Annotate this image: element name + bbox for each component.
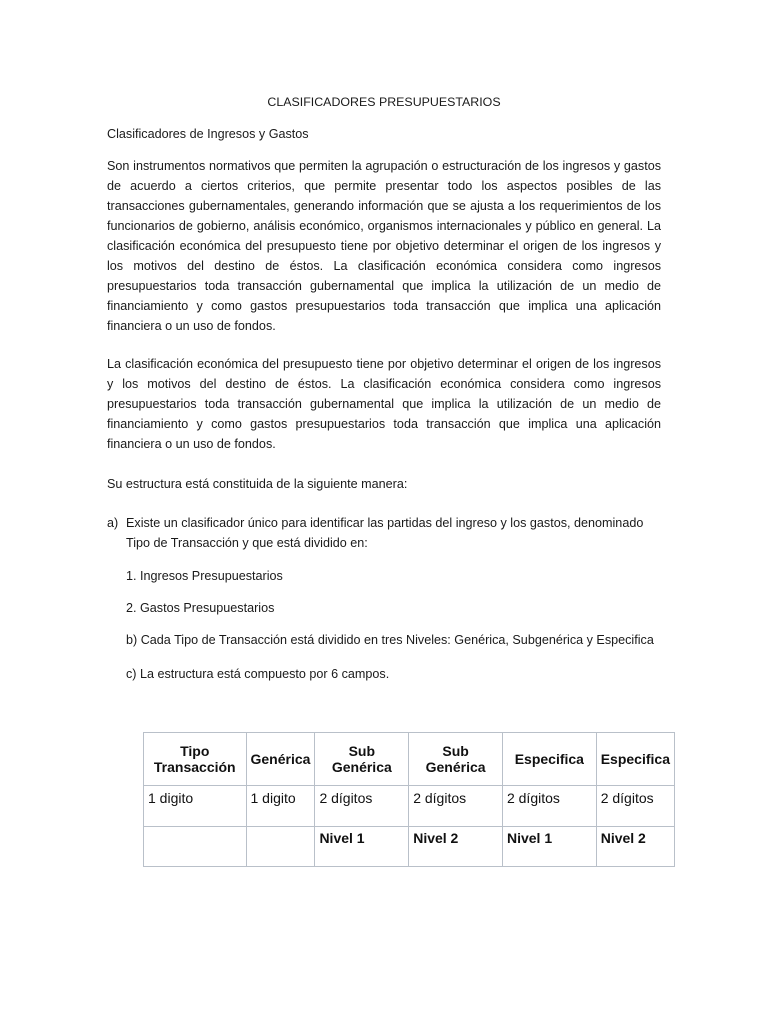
table-cell: 1 digito <box>144 786 247 827</box>
table-cell: Nivel 2 <box>596 827 674 867</box>
table-row <box>144 827 675 867</box>
list-item-c: c) La estructura está compuesto por 6 campos. <box>126 667 390 681</box>
document-title: CLASIFICADORES PRESUPUESTARIOS <box>267 95 501 109</box>
table-header-cell: Sub Genérica <box>409 733 503 786</box>
paragraph-economic-classification: La clasificación económica del presupuesto tiene por objetivo determinar el origen de los ingresos y los motivos del destino de éstos. La clasificación económica considera como ingresos presupuestarios toda transacción gubernamental que implica la utilización de un medio de financiamiento y como gastos presupuestarios toda transacción que implica una aplicación financiera o un uso de fondos. <box>107 357 661 451</box>
paragraph-structure-intro: Su estructura está constituida de la siguiente manera: <box>107 477 408 491</box>
table-cell: 2 dígitos <box>502 786 596 827</box>
table-row <box>144 786 675 827</box>
sub-item-ingresos: 1. Ingresos Presupuestarios <box>126 569 283 583</box>
table-cell: 2 dígitos <box>315 786 409 827</box>
table-cell: Nivel 1 <box>502 827 596 867</box>
list-item-a-text: Existe un clasificador único para identificar las partidas del ingreso y los gastos, denominado Tipo de Transacción y que está dividido en: <box>126 516 644 550</box>
table-header-cell: Genérica <box>246 733 315 786</box>
paragraph-definition: Son instrumentos normativos que permiten la agrupación o estructuración de los ingresos y gastos de acuerdo a ciertos criterios, que permite presentar todo los aspectos posibles de las transacciones gubernamentales, generando información que se ajusta a los requerimientos de los funcionarios de gobierno, análisis económico, organismos internacionales y público en general. La clasificación económica del presupuesto tiene por objetivo determinar el origen de los ingresos y los motivos del destino de éstos. La clasificación económica considera como ingresos presupuestarios toda transacción gubernamental que implica la utilización de un medio de financiamiento y como gastos presupuestarios toda transacción que implica una aplicación financiera o un uso de fondos. <box>107 159 661 333</box>
list-marker-a: a) <box>107 516 119 530</box>
table-cell: 2 dígitos <box>596 786 674 827</box>
table-cell: Nivel 1 <box>315 827 409 867</box>
sub-item-gastos: 2. Gastos Presupuestarios <box>126 601 275 615</box>
table-header-cell: Sub Genérica <box>315 733 409 786</box>
table-cell: 1 digito <box>246 786 315 827</box>
table-header-cell: Especifica <box>596 733 674 786</box>
table-header-cell: Especifica <box>502 733 596 786</box>
table-cell <box>144 827 247 867</box>
section-subtitle: Clasificadores de Ingresos y Gastos <box>107 127 309 141</box>
table-cell: Nivel 2 <box>409 827 503 867</box>
list-item-b: b) Cada Tipo de Transacción está dividido en tres Niveles: Genérica, Subgenérica y Especifica <box>126 633 654 647</box>
table-header-row <box>144 733 675 786</box>
table-cell <box>246 827 315 867</box>
table-cell: 2 dígitos <box>409 786 503 827</box>
table-header-cell: Tipo Transacción <box>144 733 247 786</box>
structure-table <box>143 732 675 867</box>
